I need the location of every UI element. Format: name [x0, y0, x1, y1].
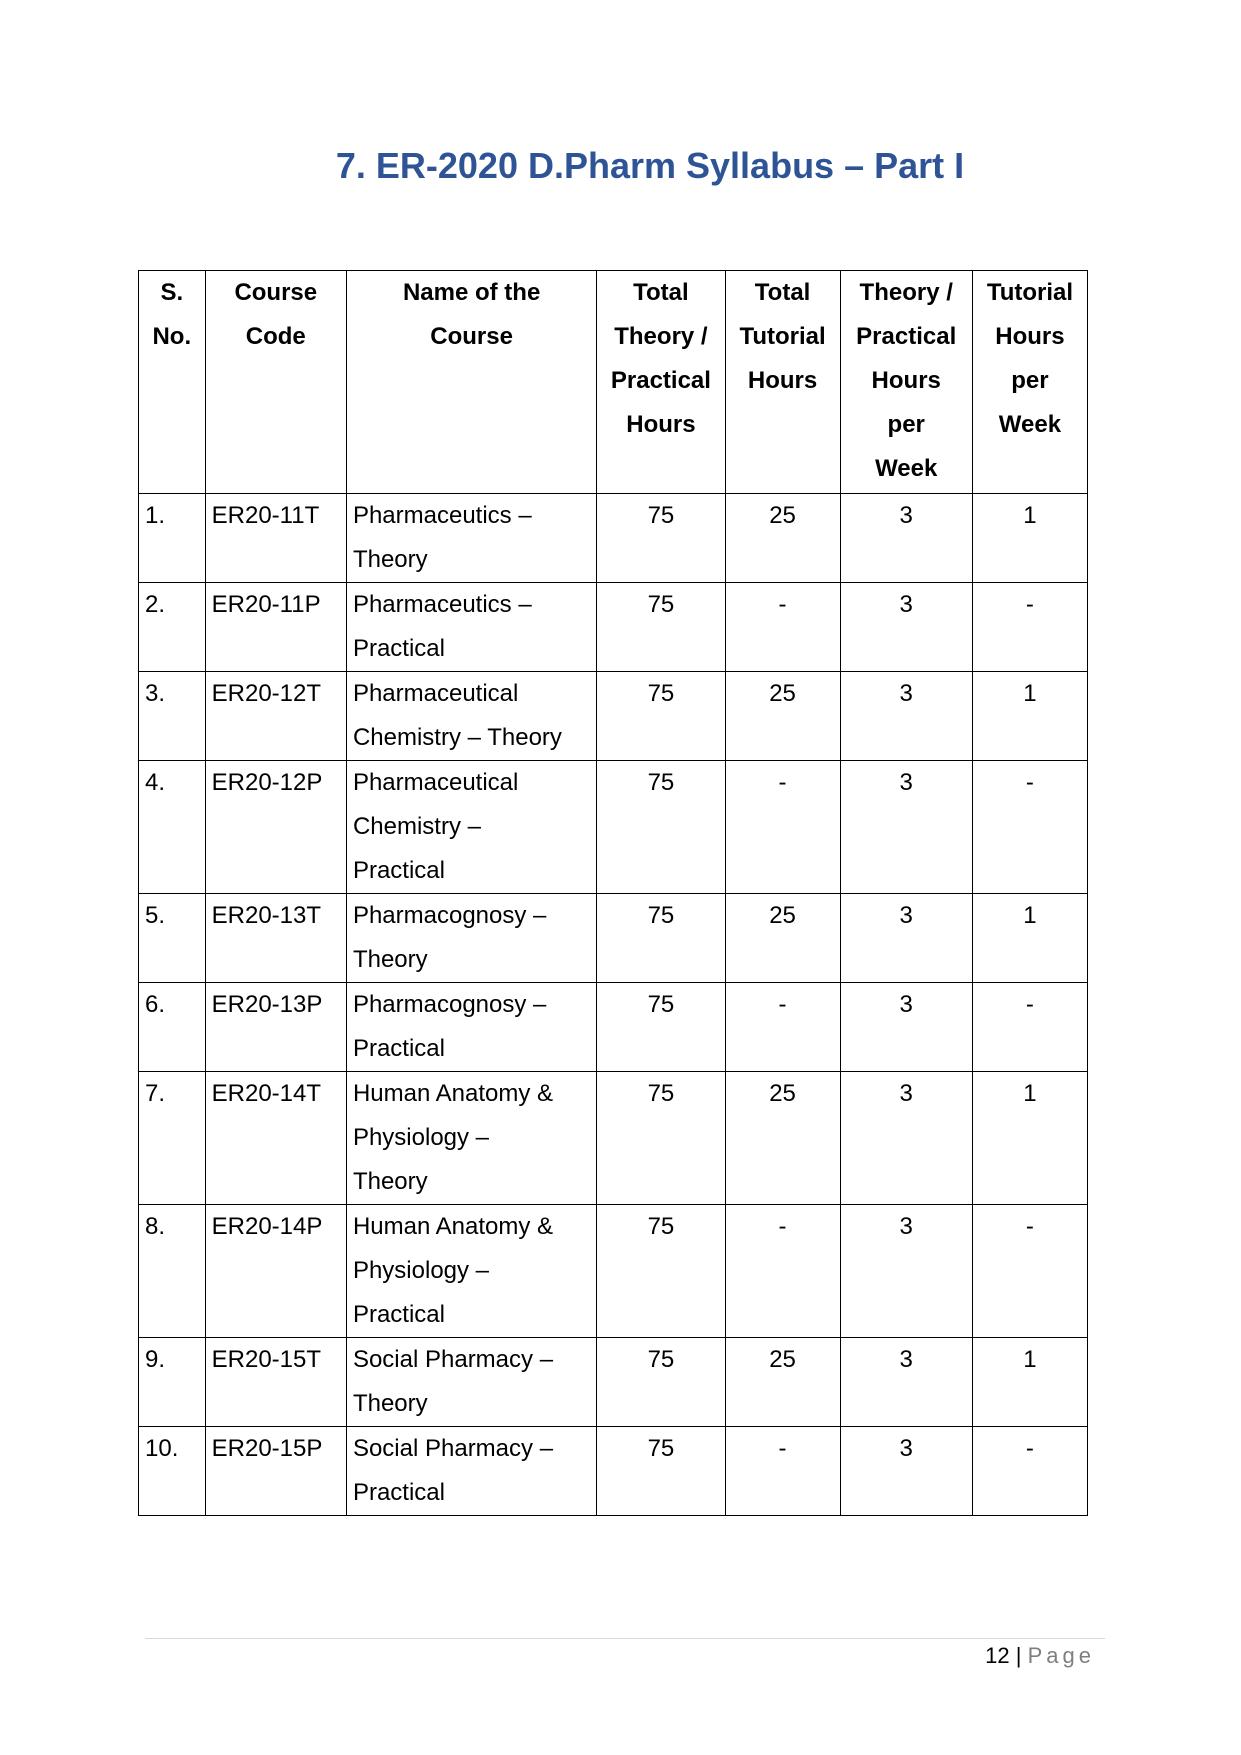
course-name-line: Human Anatomy &	[352, 1213, 554, 1240]
cell-sno: 3.	[139, 672, 206, 761]
cell-course-name	[346, 1205, 596, 1338]
cell-sno: 7.	[139, 1072, 206, 1205]
cell-hours-per-week: 3	[840, 894, 972, 983]
cell-sno: 6.	[139, 983, 206, 1072]
header-line: S.	[160, 279, 184, 306]
table-row	[139, 1072, 1088, 1205]
cell-hours-per-week: 3	[840, 1205, 972, 1338]
cell-tutorial-per-week: 1	[972, 894, 1087, 983]
course-name-line: Theory	[352, 946, 428, 973]
course-name-line: Pharmaceutical	[352, 680, 519, 707]
table-row	[139, 583, 1088, 672]
course-name-line: Human Anatomy &	[352, 1080, 554, 1107]
header-line: Hours	[626, 411, 696, 438]
cell-total-hours: 75	[597, 894, 725, 983]
cell-tutorial-hours: -	[725, 983, 840, 1072]
cell-course-name	[346, 1427, 596, 1516]
cell-tutorial-per-week: -	[972, 583, 1087, 672]
header-line: Tutorial	[986, 279, 1074, 306]
cell-total-hours: 75	[597, 1205, 725, 1338]
header-line: Hours	[871, 367, 941, 394]
course-name-line: Practical	[352, 1301, 445, 1328]
table-row	[139, 894, 1088, 983]
cell-course-name	[346, 761, 596, 894]
page-title: 7. ER-2020 D.Pharm Syllabus – Part I	[335, 145, 965, 186]
header-total-hours	[597, 271, 725, 494]
table-row	[139, 1205, 1088, 1338]
header-line: per	[1011, 367, 1049, 394]
footer-separator: |	[1015, 1643, 1022, 1668]
cell-tutorial-per-week: 1	[972, 1338, 1087, 1427]
course-name-line: Pharmaceutical	[352, 769, 519, 796]
cell-total-hours: 75	[597, 672, 725, 761]
cell-tutorial-per-week: 1	[972, 672, 1087, 761]
cell-tutorial-hours: 25	[725, 672, 840, 761]
cell-total-hours: 75	[597, 983, 725, 1072]
header-course-code	[205, 271, 346, 494]
cell-course-code: ER20-15P	[205, 1427, 346, 1516]
header-line: Week	[875, 455, 938, 482]
syllabus-table	[138, 270, 1088, 1516]
cell-course-code: ER20-14T	[205, 1072, 346, 1205]
header-line: Hours	[995, 323, 1065, 350]
header-hours-per-week	[840, 271, 972, 494]
course-name-line: Theory	[352, 1168, 428, 1195]
header-line: Theory /	[859, 279, 953, 306]
cell-tutorial-per-week: 1	[972, 494, 1087, 583]
cell-tutorial-per-week: 1	[972, 1072, 1087, 1205]
cell-course-code: ER20-12T	[205, 672, 346, 761]
cell-course-code: ER20-11P	[205, 583, 346, 672]
cell-hours-per-week: 3	[840, 761, 972, 894]
course-name-line: Chemistry –	[352, 813, 481, 840]
course-name-line: Practical	[352, 1479, 445, 1506]
course-name-line: Theory	[352, 546, 428, 573]
header-line: Practical	[856, 323, 957, 350]
header-line: per	[887, 411, 925, 438]
header-course-name	[346, 271, 596, 494]
page-footer	[985, 1642, 1095, 1670]
cell-course-code: ER20-13T	[205, 894, 346, 983]
course-name-line: Practical	[352, 635, 445, 662]
cell-total-hours: 75	[597, 494, 725, 583]
cell-sno: 5.	[139, 894, 206, 983]
header-line: Week	[998, 411, 1062, 438]
cell-course-name	[346, 672, 596, 761]
cell-tutorial-per-week: -	[972, 983, 1087, 1072]
cell-hours-per-week: 3	[840, 1427, 972, 1516]
course-name-line: Theory	[352, 1390, 428, 1417]
course-name-line: Pharmaceutics –	[352, 591, 532, 618]
header-line: Tutorial	[739, 323, 826, 350]
cell-course-name	[346, 894, 596, 983]
header-line: Theory /	[614, 323, 708, 350]
cell-sno: 2.	[139, 583, 206, 672]
cell-tutorial-hours: 25	[725, 494, 840, 583]
cell-tutorial-hours: -	[725, 583, 840, 672]
course-name-line: Practical	[352, 857, 445, 884]
cell-hours-per-week: 3	[840, 1072, 972, 1205]
cell-course-name	[346, 494, 596, 583]
course-name-line: Pharmaceutics –	[352, 502, 532, 529]
cell-total-hours: 75	[597, 583, 725, 672]
cell-total-hours: 75	[597, 1427, 725, 1516]
table-row	[139, 1427, 1088, 1516]
cell-hours-per-week: 3	[840, 494, 972, 583]
header-line: Hours	[747, 367, 818, 394]
table-row	[139, 494, 1088, 583]
header-tutorial-hours	[725, 271, 840, 494]
cell-hours-per-week: 3	[840, 672, 972, 761]
course-name-line: Pharmacognosy –	[352, 991, 547, 1018]
cell-hours-per-week: 3	[840, 1338, 972, 1427]
cell-hours-per-week: 3	[840, 583, 972, 672]
cell-tutorial-hours: 25	[725, 894, 840, 983]
cell-course-code: ER20-12P	[205, 761, 346, 894]
cell-sno: 8.	[139, 1205, 206, 1338]
cell-tutorial-hours: -	[725, 1205, 840, 1338]
page-number: 12	[985, 1643, 1010, 1668]
course-name-line: Chemistry – Theory	[352, 724, 562, 751]
cell-tutorial-hours: -	[725, 761, 840, 894]
cell-course-name	[346, 583, 596, 672]
cell-total-hours: 75	[597, 761, 725, 894]
cell-course-code: ER20-15T	[205, 1338, 346, 1427]
header-line: Course	[234, 279, 318, 306]
course-name-line: Pharmacognosy –	[352, 902, 547, 929]
cell-course-code: ER20-11T	[205, 494, 346, 583]
table-row	[139, 761, 1088, 894]
cell-course-name	[346, 1072, 596, 1205]
header-line: Total	[754, 279, 811, 306]
cell-course-code: ER20-14P	[205, 1205, 346, 1338]
footer-divider	[145, 1638, 1105, 1639]
header-line: Code	[245, 323, 306, 350]
course-name-line: Social Pharmacy –	[352, 1435, 554, 1462]
course-name-line: Social Pharmacy –	[352, 1346, 554, 1373]
header-sno	[139, 271, 206, 494]
table-row	[139, 672, 1088, 761]
cell-hours-per-week: 3	[840, 983, 972, 1072]
cell-total-hours: 75	[597, 1072, 725, 1205]
course-name-line: Practical	[352, 1035, 445, 1062]
course-name-line: Physiology –	[352, 1124, 490, 1151]
cell-sno: 9.	[139, 1338, 206, 1427]
course-name-line: Physiology –	[352, 1257, 490, 1284]
cell-total-hours: 75	[597, 1338, 725, 1427]
cell-sno: 1.	[139, 494, 206, 583]
cell-tutorial-per-week: -	[972, 1427, 1087, 1516]
header-line: Course	[430, 323, 513, 350]
table-header-row	[139, 271, 1088, 494]
header-line: Practical	[610, 367, 711, 394]
cell-tutorial-hours: 25	[725, 1072, 840, 1205]
table-row	[139, 1338, 1088, 1427]
header-line: No.	[152, 323, 192, 350]
table-body	[139, 494, 1088, 1516]
cell-sno: 10.	[139, 1427, 206, 1516]
cell-tutorial-per-week: -	[972, 1205, 1087, 1338]
cell-tutorial-per-week: -	[972, 761, 1087, 894]
cell-course-code: ER20-13P	[205, 983, 346, 1072]
page-word: Page	[1027, 1643, 1095, 1668]
header-tutorial-per-week	[972, 271, 1087, 494]
cell-course-name	[346, 1338, 596, 1427]
header-line: Name of the	[402, 279, 541, 306]
cell-sno: 4.	[139, 761, 206, 894]
header-line: Total	[633, 279, 689, 306]
cell-tutorial-hours: -	[725, 1427, 840, 1516]
cell-course-name	[346, 983, 596, 1072]
table-row	[139, 983, 1088, 1072]
cell-tutorial-hours: 25	[725, 1338, 840, 1427]
